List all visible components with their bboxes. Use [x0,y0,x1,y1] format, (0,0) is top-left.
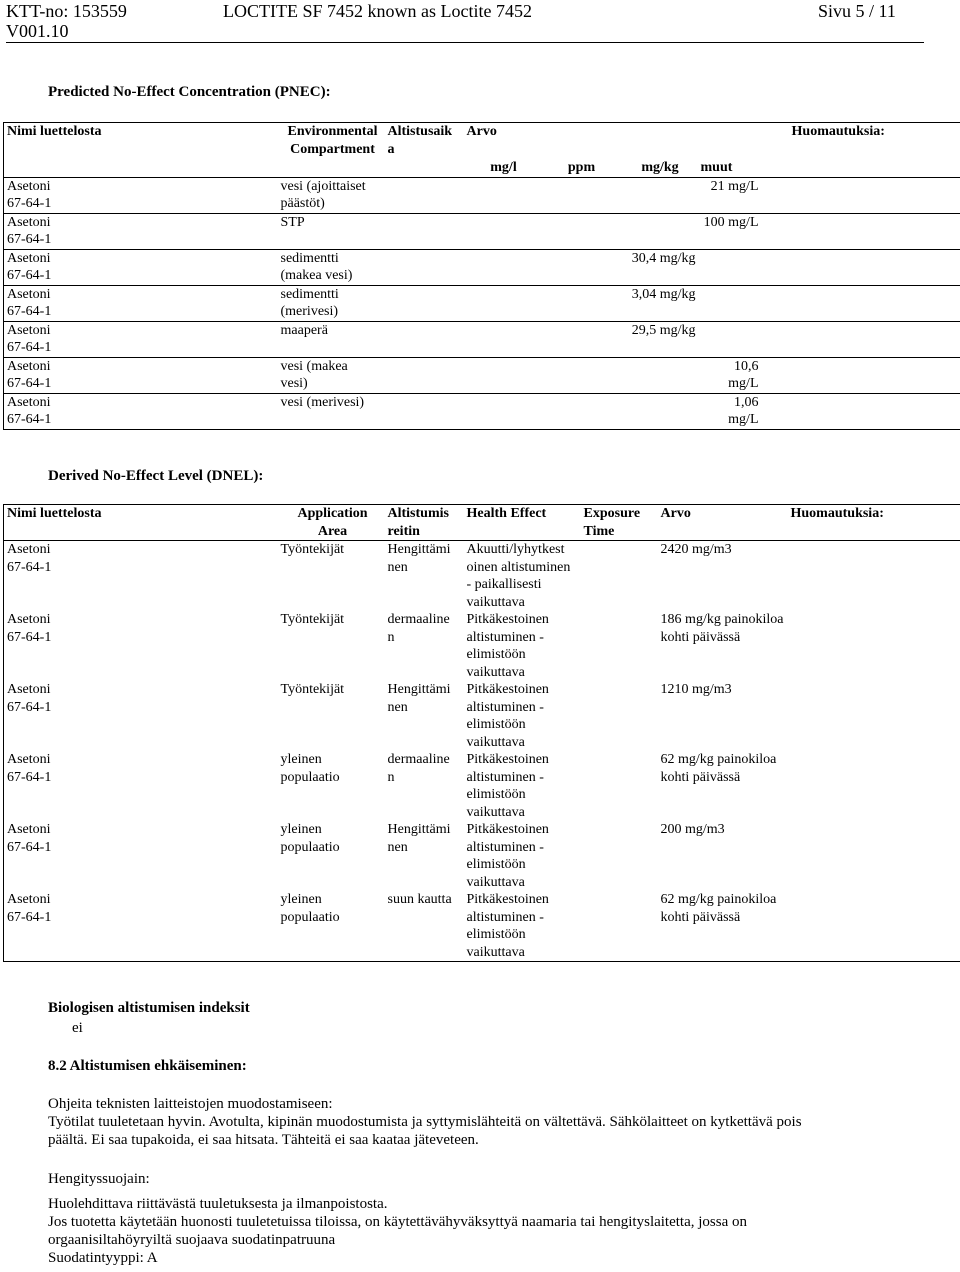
dnel-table [3,504,960,962]
pnec-cell-name: Asetoni 67-64-1 [7,214,52,247]
dnel-cell-name: Asetoni 67-64-1 [7,682,52,715]
tech-line-2: päältä. Ei saa tupakoida, ei saa hitsata. Tähteitä ei saa kaataa jäteveteen. [48,1132,479,1148]
dnel-header-time: Exposure Time [581,505,658,541]
pnec-title: Predicted No-Effect Concentration (PNEC): [48,84,331,100]
dnel-cell-value: 62 mg/kg painokiloa kohti päivässä [660,892,777,925]
pnec-cell-other [698,285,789,321]
pnec-cell-remarks [789,393,960,429]
dnel-cell-route: Hengittämi nen [387,542,451,575]
dnel-cell-value: 2420 mg/m3 [660,542,732,557]
dnel-cell-route: Hengittämi nen [387,682,451,715]
pnec-header-exposure: Altistusaik a [385,123,464,178]
version-number: V001.10 [6,21,69,41]
dnel-cell-name: Asetoni 67-64-1 [7,752,52,785]
pnec-cell-mgkg: 30,4 mg/kg [631,250,696,266]
pnec-cell-compartment: vesi (makea vesi) [280,358,348,391]
pnec-cell-ppm [541,357,620,393]
dnel-cell-time [581,541,658,612]
dnel-cell-area: Työntekijät [280,612,345,627]
page-header [6,0,924,43]
pnec-cell-mgkg [620,393,698,429]
resp-heading: Hengityssuojain: [48,1171,150,1187]
dnel-cell-time [581,751,658,821]
dnel-cell-remarks [788,611,960,681]
dnel-cell-effect: Pitkäkestoinen altistuminen - elimistöön vaikuttava [466,752,549,820]
pnec-cell-ppm [541,249,620,285]
dnel-cell-area: Työntekijät [280,682,345,697]
pnec-cell-mgkg [620,357,698,393]
bio-title: Biologisen altistumisen indeksit [48,1000,250,1016]
dnel-header-remarks: Huomautuksia: [788,505,960,541]
resp-line-1: Huolehdittava riittävästä tuuletuksesta ja ilmanpoistosta. [48,1196,388,1212]
pnec-cell-other: 10,6 mg/L [728,358,759,391]
dnel-cell-remarks [788,751,960,821]
dnel-cell-name: Asetoni 67-64-1 [7,612,52,645]
section-82-title: 8.2 Altistumisen ehkäiseminen: [48,1058,247,1074]
dnel-header-area: Application Area [278,505,385,541]
resp-line-3: orgaanisiltahöyryiltä suojaava suodatinpatruuna [48,1232,336,1248]
pnec-cell-other [698,321,789,357]
dnel-row [4,891,960,962]
tech-line-1: Työtilat tuuletetaan hyvin. Avotulta, kipinän muodostumista ja syttymislähteitä on vältettävä. Sähkölaitteet on kytkettävä pois [48,1114,802,1130]
pnec-row [4,285,960,321]
pnec-cell-other: 21 mg/L [710,178,759,194]
pnec-unit-other: muut [698,159,789,177]
dnel-cell-route: Hengittämi nen [387,822,451,855]
pnec-cell-compartment: STP [280,214,305,230]
dnel-cell-name: Asetoni 67-64-1 [7,892,52,925]
pnec-cell-exposure [385,213,464,249]
dnel-cell-area: yleinen populaatio [280,752,340,785]
product-name: LOCTITE SF 7452 known as Loctite 7452 [223,1,532,21]
pnec-cell-compartment: vesi (merivesi) [280,394,365,410]
pnec-cell-name: Asetoni 67-64-1 [7,250,52,283]
pnec-cell-ppm [541,321,620,357]
pnec-cell-remarks [789,321,960,357]
pnec-cell-mgkg: 3,04 mg/kg [631,286,696,302]
pnec-cell-compartment: sedimentti (merivesi) [280,286,339,319]
pnec-cell-exposure [385,177,464,213]
dnel-cell-name: Asetoni 67-64-1 [7,822,52,855]
dnel-cell-effect: Akuutti/lyhytkest oinen altistuminen - paikallisesti vaikuttava [466,542,571,610]
dnel-cell-value: 62 mg/kg painokiloa kohti päivässä [660,752,777,785]
resp-line-4: Suodatintyyppi: A [48,1250,158,1266]
dnel-header-route: Altistumis reitin [385,505,464,541]
pnec-cell-other: 1,06 mg/L [728,394,759,427]
pnec-unit-ppm: ppm [541,159,620,177]
dnel-cell-effect: Pitkäkestoinen altistuminen - elimistöön vaikuttava [466,682,549,750]
dnel-cell-route: dermaaline n [387,612,450,645]
dnel-row [4,751,960,821]
dnel-cell-time [581,681,658,751]
dnel-cell-time [581,891,658,962]
pnec-cell-compartment: maaperä [280,322,328,338]
pnec-row [4,249,960,285]
dnel-cell-area: yleinen populaatio [280,822,340,855]
dnel-row [4,681,960,751]
resp-line-2: Jos tuotetta käytetään huonosti tuuletetuissa tiloissa, on käytettävähyväksyttyä naamaria tai hengityslaitetta, jossa on [48,1214,748,1230]
pnec-cell-mgl [464,357,541,393]
pnec-cell-exposure [385,393,464,429]
pnec-cell-ppm [541,393,620,429]
dnel-cell-remarks [788,681,960,751]
pnec-row [4,393,960,429]
pnec-cell-ppm [541,213,620,249]
pnec-header-value: Arvo [466,124,497,139]
pnec-header-name: Nimi luettelosta [4,123,278,178]
pnec-row [4,177,960,213]
dnel-cell-route: dermaaline n [387,752,450,785]
pnec-cell-other: 100 mg/L [703,214,759,230]
pnec-cell-mgl [464,285,541,321]
pnec-cell-mgkg: 29,5 mg/kg [631,322,696,338]
dnel-cell-time [581,821,658,891]
dnel-cell-value: 1210 mg/m3 [660,682,732,697]
pnec-cell-name: Asetoni 67-64-1 [7,322,52,355]
pnec-cell-mgl [464,177,541,213]
pnec-cell-name: Asetoni 67-64-1 [7,394,52,427]
pnec-cell-name: Asetoni 67-64-1 [7,286,52,319]
pnec-cell-exposure [385,285,464,321]
pnec-unit-mgkg: mg/kg [620,159,698,177]
dnel-cell-effect: Pitkäkestoinen altistuminen - elimistöön vaikuttava [466,822,549,890]
pnec-table [3,122,960,430]
page-number: Sivu 5 / 11 [818,1,896,21]
dnel-cell-remarks [788,821,960,891]
pnec-row [4,321,960,357]
pnec-cell-name: Asetoni 67-64-1 [7,178,52,211]
dnel-row [4,541,960,612]
dnel-title: Derived No-Effect Level (DNEL): [48,468,264,484]
dnel-cell-name: Asetoni 67-64-1 [7,542,52,575]
dnel-header-row [4,505,960,541]
pnec-header-row [4,123,960,160]
dnel-header-effect: Health Effect [464,505,581,541]
pnec-cell-ppm [541,177,620,213]
dnel-row [4,611,960,681]
pnec-cell-mgl [464,321,541,357]
pnec-cell-exposure [385,357,464,393]
pnec-cell-remarks [789,249,960,285]
ktt-number: KTT-no: 153559 [6,1,127,21]
pnec-cell-remarks [789,213,960,249]
pnec-cell-compartment: sedimentti (makea vesi) [280,250,353,283]
dnel-cell-route: suun kautta [387,892,452,907]
pnec-cell-exposure [385,321,464,357]
dnel-cell-area: Työntekijät [280,542,345,557]
dnel-cell-time [581,611,658,681]
pnec-cell-mgl [464,249,541,285]
pnec-cell-remarks [789,285,960,321]
pnec-cell-other [698,249,789,285]
pnec-cell-remarks [789,357,960,393]
pnec-row [4,357,960,393]
dnel-cell-effect: Pitkäkestoinen altistuminen - elimistöön vaikuttava [466,612,549,680]
pnec-cell-mgkg [620,213,698,249]
dnel-row [4,821,960,891]
pnec-row [4,213,960,249]
tech-heading: Ohjeita teknisten laitteistojen muodostamiseen: [48,1096,333,1112]
dnel-cell-effect: Pitkäkestoinen altistuminen - elimistöön vaikuttava [466,892,549,960]
dnel-cell-area: yleinen populaatio [280,892,340,925]
pnec-cell-ppm [541,285,620,321]
pnec-cell-name: Asetoni 67-64-1 [7,358,52,391]
dnel-cell-value: 200 mg/m3 [660,822,725,837]
bio-value: ei [72,1020,83,1036]
dnel-cell-value: 186 mg/kg painokiloa kohti päivässä [660,612,784,645]
pnec-cell-mgl [464,213,541,249]
pnec-cell-compartment: vesi (ajoittaiset päästöt) [280,178,366,211]
pnec-cell-mgl [464,393,541,429]
pnec-cell-exposure [385,249,464,285]
pnec-header-remarks: Huomautuksia: [789,123,960,178]
pnec-cell-remarks [789,177,960,213]
dnel-cell-remarks [788,541,960,612]
dnel-header-value: Arvo [658,505,788,541]
pnec-header-compartment: Environmental Compartment [278,123,385,178]
pnec-unit-mgl: mg/l [464,159,541,177]
dnel-cell-remarks [788,891,960,962]
dnel-header-name: Nimi luettelosta [4,505,278,541]
pnec-cell-mgkg [620,177,698,213]
